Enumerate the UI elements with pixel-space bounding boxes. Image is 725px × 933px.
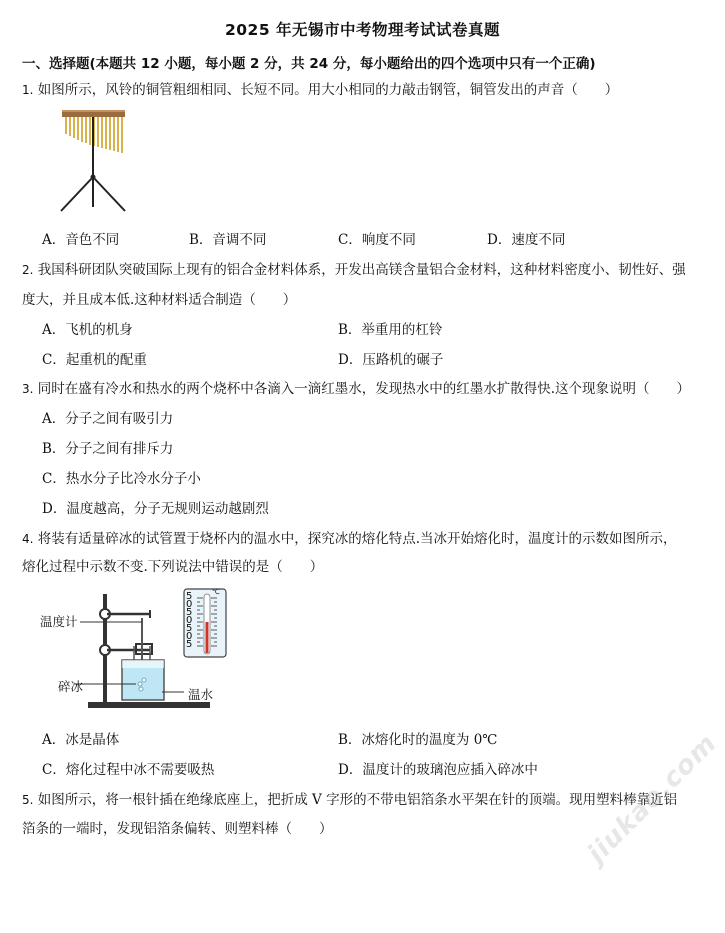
question-2-stem: [22, 258, 686, 278]
question-3-stem: [22, 377, 690, 397]
question-text: 将装有适量碎冰的试管置于烧杯内的温水中，探究冰的熔化特点.当冰开始熔化时，温度计的示数如图所示，: [37, 531, 677, 547]
question-text: 我国科研团队突破国际上现有的铝合金材料体系，开发出高镁含量铝合金材料，这种材料密度小、韧性好、强: [37, 262, 686, 278]
q3-option-d: D．温度越高，分子无规则运动越剧烈: [42, 501, 269, 517]
scale-label: 5: [186, 591, 193, 602]
label-warm-water: 温水: [188, 687, 214, 702]
q4-option-d: D．温度计的玻璃泡应插入碎冰中: [338, 762, 538, 778]
q1-option-d: D．速度不同: [487, 232, 566, 248]
thermometer-scale-left: [186, 593, 192, 649]
scale-label: 0: [186, 599, 193, 610]
q4-option-c: C．熔化过程中冰不需要吸热: [42, 762, 215, 778]
scale-label: 5: [186, 607, 193, 618]
question-text: 如图所示，风铃的铜管粗细相同、长短不同。用大小相同的力敲击钢管，铜管发出的声音（ ）: [37, 82, 619, 98]
q4-option-a: A．冰是晶体: [42, 732, 120, 748]
section-heading: 一、选择题(本题共 12 小题，每小题 2 分，共 24 分，每小题给出的四个选项中只有一个正确): [22, 56, 596, 72]
q4-option-b: B．冰熔化时的温度为 0℃: [338, 732, 498, 748]
q1-option-c: C．响度不同: [338, 232, 416, 248]
question-number: 3.: [22, 382, 34, 396]
scale-label: 5: [186, 623, 193, 634]
scale-label: 0: [186, 631, 193, 642]
q3-option-a: A．分子之间有吸引力: [42, 411, 174, 427]
question-text: 同时在盛有冷水和热水的两个烧杯中各滴入一滴红墨水，发现热水中的红墨水扩散得快.这个现象说明（ ）: [37, 381, 691, 397]
question-2-continuation: 度大，并且成本低.这种材料适合制造（ ）: [22, 292, 297, 308]
q2-option-d: D．压路机的碾子: [338, 352, 444, 368]
exam-title: 2025 年无锡市中考物理考试试卷真题: [224, 21, 501, 39]
thermometer-unit: ℃: [212, 588, 220, 596]
question-number: 4.: [22, 532, 34, 546]
q1-option-b: B．音调不同: [189, 232, 267, 248]
label-crushed-ice: 碎冰: [58, 679, 84, 694]
scale-label: 5: [186, 639, 193, 650]
q3-option-c: C．热水分子比冷水分子小: [42, 471, 201, 487]
question-5-continuation: 箔条的一端时，发现铝箔条偏转、则塑料棒（ ）: [22, 821, 333, 837]
question-1-stem: [22, 78, 618, 98]
question-number: 1.: [22, 83, 34, 97]
watermark: jiukao.com: [582, 728, 723, 870]
question-number: 5.: [22, 793, 34, 807]
q3-option-b: B．分子之间有排斥力: [42, 441, 174, 457]
question-4-continuation: 熔化过程中示数不变.下列说法中错误的是（ ）: [22, 559, 324, 575]
q2-option-c: C．起重机的配重: [42, 352, 147, 368]
q2-option-b: B．举重用的杠铃: [338, 322, 443, 338]
question-4-stem: [22, 527, 677, 547]
question-text: 如图所示，将一根针插在绝缘底座上，把折成 V 字形的不带电铝箔条水平架在针的顶端。现用塑料棒靠近铝: [37, 792, 678, 808]
wind-chime-figure: [55, 103, 130, 215]
scale-label: 0: [186, 615, 193, 626]
question-number: 2.: [22, 263, 34, 277]
q2-option-a: A．飞机的机身: [42, 322, 133, 338]
q1-option-a: A．音色不同: [42, 232, 120, 248]
label-thermometer: 温度计: [40, 614, 78, 629]
question-5-stem: [22, 788, 677, 808]
